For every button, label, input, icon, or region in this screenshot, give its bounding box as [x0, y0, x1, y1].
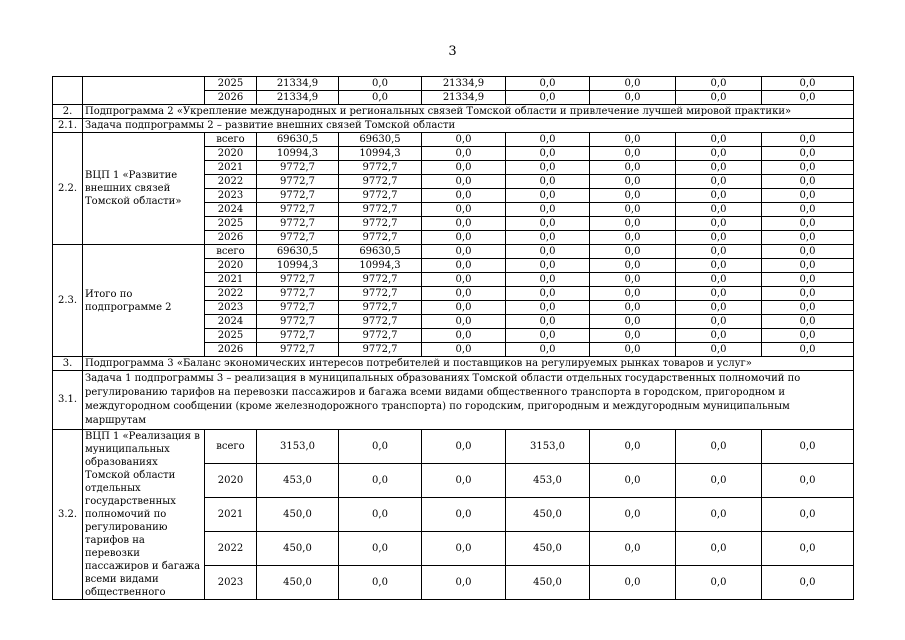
program-name: ВЦП 1 «Реализация в муниципальных образованиях Томской области отдельных государственных полномочий по регулированию тарифов на перевозки пассажиров и багажа всеми видами общественного — [83, 430, 205, 600]
year-cell: 2023 — [205, 189, 257, 203]
value-cell: 0,0 — [422, 301, 506, 315]
value-cell: 0,0 — [590, 315, 676, 329]
value-cell: 0,0 — [676, 287, 762, 301]
value-cell: 0,0 — [762, 532, 854, 566]
value-cell: 0,0 — [590, 532, 676, 566]
value-cell: 0,0 — [762, 147, 854, 161]
value-cell: 0,0 — [762, 464, 854, 498]
value-cell: 9772,7 — [257, 161, 339, 175]
value-cell: 0,0 — [676, 217, 762, 231]
value-cell: 0,0 — [590, 147, 676, 161]
value-cell: 0,0 — [676, 161, 762, 175]
value-cell: 0,0 — [676, 329, 762, 343]
value-cell: 10994,3 — [339, 147, 422, 161]
year-cell: 2022 — [205, 175, 257, 189]
value-cell: 0,0 — [506, 245, 590, 259]
value-cell: 9772,7 — [257, 217, 339, 231]
value-cell: 0,0 — [422, 498, 506, 532]
value-cell: 0,0 — [506, 147, 590, 161]
value-cell: 450,0 — [257, 532, 339, 566]
section-number: 2.2. — [53, 133, 83, 245]
value-cell: 0,0 — [506, 231, 590, 245]
value-cell: 450,0 — [506, 566, 590, 600]
year-cell: 2023 — [205, 566, 257, 600]
year-cell: 2021 — [205, 161, 257, 175]
value-cell: 453,0 — [506, 464, 590, 498]
name-cell — [83, 77, 205, 105]
value-cell: 9772,7 — [339, 287, 422, 301]
value-cell: 0,0 — [590, 231, 676, 245]
value-cell: 0,0 — [762, 133, 854, 147]
page-number: 3 — [448, 44, 457, 59]
value-cell: 0,0 — [762, 189, 854, 203]
value-cell: 0,0 — [506, 287, 590, 301]
value-cell: 9772,7 — [339, 343, 422, 357]
value-cell: 0,0 — [339, 430, 422, 464]
year-cell: 2026 — [205, 231, 257, 245]
section-number: 3.2. — [53, 430, 83, 600]
value-cell: 0,0 — [422, 175, 506, 189]
value-cell: 0,0 — [422, 189, 506, 203]
value-cell: 9772,7 — [257, 315, 339, 329]
value-cell: 9772,7 — [339, 315, 422, 329]
value-cell: 9772,7 — [257, 329, 339, 343]
value-cell: 0,0 — [676, 464, 762, 498]
value-cell: 0,0 — [762, 566, 854, 600]
section-number: 2.3. — [53, 245, 83, 357]
section-title: Подпрограмма 2 «Укрепление международных и региональных связей Томской области и привлечение лучшей мировой практики» — [83, 105, 854, 119]
value-cell: 0,0 — [506, 217, 590, 231]
program-name: Итого по подпрограмме 2 — [83, 245, 205, 357]
year-cell: 2026 — [205, 91, 257, 105]
value-cell: 0,0 — [676, 498, 762, 532]
section-title: Подпрограмма 3 «Баланс экономических интересов потребителей и поставщиков на регулируемых рынках товаров и услуг» — [83, 357, 854, 371]
value-cell: 0,0 — [422, 464, 506, 498]
value-cell: 10994,3 — [339, 259, 422, 273]
value-cell: 10994,3 — [257, 259, 339, 273]
value-cell: 0,0 — [676, 273, 762, 287]
index-cell — [53, 77, 83, 105]
value-cell: 0,0 — [590, 217, 676, 231]
value-cell: 0,0 — [422, 343, 506, 357]
table-body — [53, 77, 854, 600]
year-cell: 2020 — [205, 464, 257, 498]
value-cell: 0,0 — [676, 430, 762, 464]
value-cell: 3153,0 — [506, 430, 590, 464]
value-cell: 0,0 — [506, 315, 590, 329]
value-cell: 9772,7 — [257, 203, 339, 217]
value-cell: 9772,7 — [257, 343, 339, 357]
table-row — [53, 430, 854, 464]
year-cell: 2021 — [205, 498, 257, 532]
year-cell: 2022 — [205, 287, 257, 301]
year-cell: 2025 — [205, 77, 257, 91]
section-title: Задача 1 подпрограммы 3 – реализация в муниципальных образованиях Томской области отдельных государственных полномочий по регулированию тарифов на перевозки пассажиров и багажа всеми видами общественного транспорта в городском, пригородном и междугородном сообщении (кроме железнодорожного транспорта) по городским, пригородным и междугородным муниципальным маршрутам — [83, 371, 854, 430]
value-cell: 0,0 — [506, 203, 590, 217]
value-cell: 0,0 — [422, 147, 506, 161]
value-cell: 0,0 — [590, 77, 676, 91]
value-cell: 0,0 — [590, 464, 676, 498]
value-cell: 0,0 — [676, 301, 762, 315]
year-cell: 2025 — [205, 329, 257, 343]
value-cell: 0,0 — [676, 91, 762, 105]
value-cell: 9772,7 — [339, 189, 422, 203]
value-cell: 0,0 — [339, 464, 422, 498]
value-cell: 9772,7 — [339, 273, 422, 287]
value-cell: 0,0 — [339, 77, 422, 91]
value-cell: 0,0 — [676, 245, 762, 259]
value-cell: 0,0 — [422, 259, 506, 273]
year-cell: 2020 — [205, 259, 257, 273]
value-cell: 0,0 — [506, 301, 590, 315]
year-cell: 2024 — [205, 315, 257, 329]
value-cell: 0,0 — [506, 91, 590, 105]
value-cell: 0,0 — [676, 259, 762, 273]
value-cell: 0,0 — [422, 329, 506, 343]
year-cell: 2020 — [205, 147, 257, 161]
value-cell: 0,0 — [676, 532, 762, 566]
value-cell: 21334,9 — [257, 91, 339, 105]
value-cell: 0,0 — [339, 498, 422, 532]
value-cell: 0,0 — [590, 301, 676, 315]
value-cell: 0,0 — [590, 91, 676, 105]
value-cell: 0,0 — [762, 231, 854, 245]
value-cell: 0,0 — [422, 217, 506, 231]
value-cell: 9772,7 — [339, 175, 422, 189]
value-cell: 0,0 — [762, 498, 854, 532]
value-cell: 0,0 — [422, 430, 506, 464]
value-cell: 0,0 — [762, 161, 854, 175]
value-cell: 0,0 — [676, 77, 762, 91]
value-cell: 0,0 — [762, 259, 854, 273]
value-cell: 0,0 — [762, 273, 854, 287]
budget-table — [52, 76, 854, 600]
value-cell: 69630,5 — [339, 133, 422, 147]
value-cell: 0,0 — [506, 343, 590, 357]
program-name: ВЦП 1 «Развитие внешних связей Томской области» — [83, 133, 205, 245]
value-cell: 0,0 — [506, 259, 590, 273]
value-cell: 0,0 — [762, 77, 854, 91]
value-cell: 0,0 — [762, 301, 854, 315]
section-title: Задача подпрограммы 2 – развитие внешних связей Томской области — [83, 119, 854, 133]
value-cell: 9772,7 — [339, 301, 422, 315]
value-cell: 9772,7 — [339, 217, 422, 231]
value-cell: 69630,5 — [257, 133, 339, 147]
value-cell: 9772,7 — [257, 189, 339, 203]
value-cell: 0,0 — [506, 175, 590, 189]
value-cell: 0,0 — [422, 231, 506, 245]
value-cell: 0,0 — [762, 217, 854, 231]
value-cell: 0,0 — [422, 133, 506, 147]
value-cell: 0,0 — [422, 532, 506, 566]
section-number: 3. — [53, 357, 83, 371]
section-number: 2. — [53, 105, 83, 119]
year-cell: всего — [205, 245, 257, 259]
table-row — [53, 133, 854, 147]
value-cell: 0,0 — [762, 430, 854, 464]
value-cell: 69630,5 — [257, 245, 339, 259]
table-row — [53, 105, 854, 119]
value-cell: 0,0 — [422, 566, 506, 600]
year-cell: 2025 — [205, 217, 257, 231]
value-cell: 0,0 — [590, 287, 676, 301]
value-cell: 0,0 — [590, 498, 676, 532]
value-cell: 0,0 — [676, 147, 762, 161]
value-cell: 0,0 — [762, 287, 854, 301]
value-cell: 0,0 — [762, 203, 854, 217]
value-cell: 10994,3 — [257, 147, 339, 161]
section-number: 3.1. — [53, 371, 83, 430]
year-cell: 2024 — [205, 203, 257, 217]
value-cell: 0,0 — [422, 273, 506, 287]
year-cell: всего — [205, 133, 257, 147]
value-cell: 0,0 — [590, 203, 676, 217]
value-cell: 9772,7 — [257, 301, 339, 315]
value-cell: 0,0 — [422, 287, 506, 301]
value-cell: 3153,0 — [257, 430, 339, 464]
value-cell: 0,0 — [506, 77, 590, 91]
year-cell: 2021 — [205, 273, 257, 287]
value-cell: 9772,7 — [257, 175, 339, 189]
table-row — [53, 77, 854, 91]
value-cell: 0,0 — [590, 133, 676, 147]
table-row — [53, 245, 854, 259]
value-cell: 9772,7 — [257, 287, 339, 301]
value-cell: 450,0 — [506, 532, 590, 566]
value-cell: 0,0 — [590, 430, 676, 464]
value-cell: 0,0 — [590, 175, 676, 189]
value-cell: 450,0 — [506, 498, 590, 532]
value-cell: 0,0 — [422, 315, 506, 329]
value-cell: 0,0 — [506, 189, 590, 203]
value-cell: 0,0 — [339, 532, 422, 566]
section-number: 2.1. — [53, 119, 83, 133]
value-cell: 0,0 — [676, 566, 762, 600]
value-cell: 69630,5 — [339, 245, 422, 259]
value-cell: 0,0 — [590, 189, 676, 203]
value-cell: 450,0 — [257, 498, 339, 532]
value-cell: 0,0 — [590, 245, 676, 259]
year-cell: 2026 — [205, 343, 257, 357]
table-row — [53, 119, 854, 133]
value-cell: 9772,7 — [257, 273, 339, 287]
value-cell: 0,0 — [506, 329, 590, 343]
value-cell: 0,0 — [339, 566, 422, 600]
value-cell: 0,0 — [762, 343, 854, 357]
year-cell: всего — [205, 430, 257, 464]
value-cell: 0,0 — [422, 161, 506, 175]
value-cell: 9772,7 — [257, 231, 339, 245]
value-cell: 0,0 — [762, 315, 854, 329]
value-cell: 9772,7 — [339, 161, 422, 175]
value-cell: 0,0 — [506, 161, 590, 175]
value-cell: 21334,9 — [257, 77, 339, 91]
value-cell: 9772,7 — [339, 231, 422, 245]
value-cell: 0,0 — [590, 329, 676, 343]
value-cell: 0,0 — [422, 245, 506, 259]
value-cell: 0,0 — [676, 175, 762, 189]
value-cell: 9772,7 — [339, 203, 422, 217]
value-cell: 0,0 — [590, 161, 676, 175]
year-cell: 2023 — [205, 301, 257, 315]
year-cell: 2022 — [205, 532, 257, 566]
value-cell: 0,0 — [590, 273, 676, 287]
value-cell: 0,0 — [676, 315, 762, 329]
value-cell: 0,0 — [506, 273, 590, 287]
value-cell: 21334,9 — [422, 77, 506, 91]
value-cell: 0,0 — [676, 189, 762, 203]
value-cell: 453,0 — [257, 464, 339, 498]
value-cell: 0,0 — [676, 203, 762, 217]
value-cell: 9772,7 — [339, 329, 422, 343]
value-cell: 21334,9 — [422, 91, 506, 105]
value-cell: 0,0 — [506, 133, 590, 147]
value-cell: 0,0 — [590, 259, 676, 273]
value-cell: 0,0 — [676, 343, 762, 357]
value-cell: 0,0 — [762, 329, 854, 343]
value-cell: 0,0 — [422, 203, 506, 217]
value-cell: 0,0 — [762, 175, 854, 189]
value-cell: 0,0 — [590, 566, 676, 600]
value-cell: 0,0 — [676, 133, 762, 147]
value-cell: 0,0 — [762, 91, 854, 105]
value-cell: 450,0 — [257, 566, 339, 600]
value-cell: 0,0 — [676, 231, 762, 245]
value-cell: 0,0 — [762, 245, 854, 259]
value-cell: 0,0 — [590, 343, 676, 357]
table-row — [53, 357, 854, 371]
value-cell: 0,0 — [339, 91, 422, 105]
table-row — [53, 371, 854, 430]
